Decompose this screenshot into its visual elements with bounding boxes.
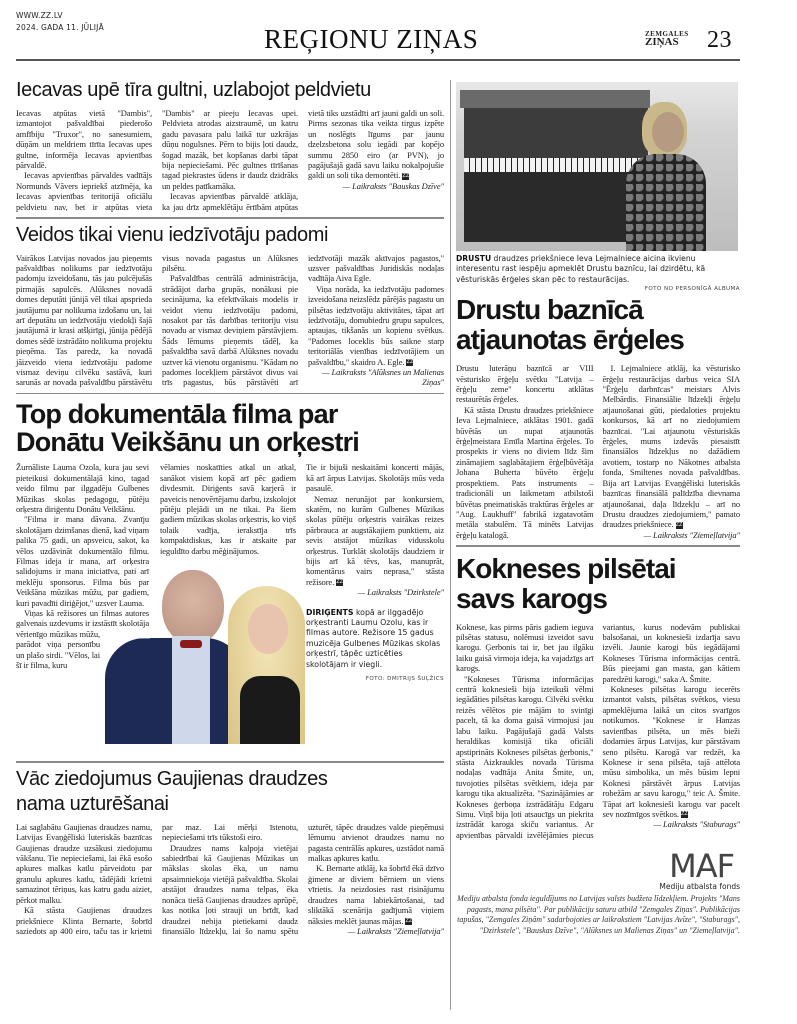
end-mark-icon: ZZ [406, 359, 414, 366]
photo-caption: DIRIĢENTS kopā ar ilggadējo orķestranti Laumu Ozolu, kas ir filmas autore. Režisore 15 gadus muzicēja Gulbenes Mūzikas skolas orķestrī, tāpēc uzticēties skolotājam ir viegli. [306, 607, 441, 669]
divider [16, 761, 444, 763]
header-rule [16, 59, 740, 61]
article-title: Veidos tikai vienu iedzīvotāju padomi [16, 223, 329, 246]
issue-date: 2024. GADA 11. JŪLIJĀ [16, 23, 104, 32]
divider [16, 393, 444, 395]
article-body-iecava: Iecavas atpūtas vietā "Dambis", izmantojot pašvaldībai piederošo amfībiju "Truxor", no sanesumiem, dūņām un meldriem tīrīta Iecavas upes gultne, informēja Iecavas apvienības pārvaldē. Iecavas apvienības pārvaldes vadītājs Normunds Vāvers iepriekš atzīmēja, ka Iecavas apvienības teritorijā oficiālu peldvietu nav, bet ir atpūtas vieta "Dambis" ar pieeju Iecavas upei. Peldvieta atrodas aizstraumē, un katru gadu pavasara palu laikā tur uzkrājas dūņu nogulsnes. Pērn to bijis ļoti daudz, šogad mazāk, bet kopšanas darbi tāpat bija nepieciešami. Pēc gultnes tīrīšanas tagad piekrastes ūdens ir daudz dzidrāks un peldes patīkamāka. Iecavas apvienības pārvaldē atklāja, ka jau drīz apmeklētāju ērtībām atpūtas vietā tiks uzstādīti arī jauni galdi un soli. Pirms sezonas tika veikta tirgus izpēte un noslēgts līgums par jaunu dzelzsbetona solu iegādi par kopējo summu 2850 eiro (ar PVN), jo pagājušajā gadā savu laiku nokalpojušie galdi un soli tika demontēti. ZZ — Laikraksts "Bauskas Dzīve" [16, 108, 444, 212]
maf-name: Mediju atbalsta fonds [659, 882, 740, 892]
article-title: Top dokumentāla filma par Donātu Veikšānu un orķestri [16, 399, 359, 458]
article-body-aluksne: Vairākos Latvijas novados jau pieņemts pašvaldības nolikums par iedzīvotāju padomju izveidošanu, tās jau pulcējušās pirmajās sapulcēs. Alūksnes novadā domes deputāti jūnijā vēl tikai apsprieda jautājumu par nolikuma izdošanu un, lai arī deputātu un iedzīvotāju viedokļi šajā jautājumā ir krasi atšķirīgi, jūnija pēdējā domes sēdē izstrādāto nolikuma projektu pieņēma. Tas paredz, ka novadā jāizveido viena iedzīvotāju padome vismaz deviņu cilvēku sastāvā, kuri sarunās ar novada pašvaldību pārstāvētu visus novada pagastus un Alūksnes pilsētu. Pašvaldības centrālā administrācija, strādājot darba grupās, nonākusi pie secinājuma, ka efektīvākais modelis ir veidot vienu iedzīvotāju padomi, nosakot par tās darbības teritoriju visu novadu ar vismaz deviņiem pārstāvjiem. Šāds lēmums pieņemts tādēļ, ka pašvaldība savā darbā Alūksnes novadu uztver kā vienotu organismu. "Kādam no padomes locekļiem pārstāvot divus vai trīs pagastus, būs pārstāvēti arī iedzīvotāji mazāk aktīvajos pagastos," uzsver pašvaldības Juridiskās nodaļas vadītāja Aiva Egle. Viņa norāda, ka iedzīvotāju padomes izveidošana neizslēdz pārējās pagastu un pilsētas iedzīvotāju aktivitātes, tāpat arī iedzīvotāju, domubiedru grupu sapulces, aptaujas, tikšanās un kopienu svētkus. "Padomes loceklis būs saikne starp teritoriālās vienības iedzīvotājiem un pašvaldību," skaidro A. Egle. ZZ — Laikraksts "Alūksnes un Malienas Ziņas" [16, 252, 444, 388]
article-body-koknese: Koknese, kas pirms pāris gadiem ieguva pilsētas statusu, nolēmusi izveidot savu karogu. Ģerbonis tai ir, bet jau ilgāku laiku gaisā virmoja ideja, ka vajadzīgs arī karogs. "Kokneses Tūrisma informācijas centrā koknesieši bija izteikuši vēlmi iegādāties pilsētas karogu. Cilvēki svētku reizēs vēlētos pie mājām to svinīgi pacelt, tā ka doma gaisā virmojusi jau labu laiku. Pagājušajā gadā Valsts heraldikas komisijā tika oficiāli apstiprināts Kokneses pilsētas ģerbonis," stāsta Aizkraukles novada Tūrisma nodaļas vadītāja Anita Šmite, un, tuvojoties pilsētas svētkiem, ideja par karogu tika aktualizēta. "Sazinājāmies ar Kokneses ģerboņa izstrādātāju Edgaru Simu. Viņš bija ļoti atsaucīgs un piekrita izstrādāt karoga skiču variantus. Ar apvienības pārvaldi izvēlējāmies piecus variantus, kurus nodevām publiskai balsošanai, un koknesieši izdarīja savu izvēli. Jaunie karogi būs iegādājami Kokneses Tūrisma informācijas centrā. Būs pieejami gan masta, gan kātiem paredzēti karogi," saka A. Šmite. Kokneses pilsētas karogu iecerēts izmantot valsts, pilsētas svētkos, viesu apmeklējuma laikā un citos svarīgos notikumos. "Koknese ir Hanzas savienības pilsēta, un mēs bieži dodamies ārpus Latvijas, kur pārstāvam seno pilsētu. Karogā var redzēt, ka Koknese ir sena pilsēta, tajā attēlota mūsu simbolika, un mēs būsim lepni Koknesi pārstāvēt ārpus Latvijas robežām ar savu karogu," teic A. Šmite. Tāpat arī koknesieši karogu var pacelt sev nozīmīgos svētkos. ZZ — Laikraksts "Staburags" [456, 621, 740, 840]
photo-credit: FOTO NO PERSONĪGĀ ALBUMA [644, 286, 740, 293]
article-source: — Laikraksts "Ziemeļlatvija" [347, 925, 444, 936]
article-source: — Laikraksts "Ziemeļlatvija" [643, 529, 740, 540]
article-source: — Laikraksts "Alūksnes un Malienas Ziņas" [322, 367, 444, 388]
divider [16, 217, 444, 219]
maf-block [456, 847, 740, 936]
newspaper-logo: ZEMGALES ZIŅAS [645, 30, 689, 48]
article-source: — Laikraksts "Bauskas Dzīve" [342, 180, 444, 191]
article-body-film-col3: Tie ir bijuši neskaitāmi koncerti mājās, kā arī ārpus Latvijas. Skolotājs mūs veda pasaulē. Nemaz nerunājot par konkursiem, skatēm, no kurām Gulbenes Mūzikas skolas pūtēju orķestris vairākas reizes pārbrauca ar augstākajiem punktiem, aiz sevis atstājot mūzikas vidusskolu orķestrus. Turklāt skolotājs daudziem ir bijis arī kā tēvs, kas, manuprāt, komentārus vairs neprasa," stāsta režisore. ZZ — Laikraksts "Dzirkstele" DIRIĢENTS kopā ar ilggadējo orķestranti Laumu Ozolu, kas ir filmas autore. Režisore 15 gadus muzicēja Gulbenes Mūzikas skolas orķestrī, tāpēc uzticēties skolotājam ir viegli. FOTO: DMITRIJS ŠUĻŽICS [306, 462, 444, 683]
left-column [16, 78, 444, 936]
end-mark-icon: ZZ [405, 918, 413, 925]
article-title: Iecavas upē tīra gultni, uzlabojot peldvietu [16, 79, 371, 101]
right-column [456, 82, 740, 937]
site-url[interactable]: WWW.ZZ.LV [16, 11, 63, 20]
maf-logo: MAF [669, 847, 734, 886]
end-mark-icon: ZZ [680, 811, 688, 818]
section-title: REĢIONU ZIŅAS [264, 24, 479, 54]
article-body-gaujiena: Lai saglabātu Gaujienas draudzes namu, Latvijas Evaņģēliski luteriskās baznīcas Gaujienas draudze uzsākusi ziedojumu vākšanu. Tie nepieciešami, lai ēkā esošo apkures malkas katlu pārveidotu par granulu apkures katlu, tādējādi krietni samazinot tēriņus, kas katru gadu aiziet, pērkot malku. Kā stāsta Gaujienas draudzes priekšniece Klinta Bernarte, šobrīd saziedots ap 400 eiro, taču tas ir krietni par maz. Lai mērķi īstenotu, nepieciešami trīs tūkstoši eiro. Draudzes nams kalpoja vietējai sabiedrībai kā Gaujienas Mūzikas un mākslas skolas ēka, un namu apsaimniekoja vietējā pašvaldība. Skolai atstājot draudzes nama telpas, ēka nonāca tiešā Gaujienas draudzes aprūpē, kas notika ļoti strauji un brīdī, kad draudzei nebija pietiekami daudz finansiālo līdzekļu, lai šo namu spētu uzturēt, tāpēc draudzes valde pieņēmusi lēmumu atvienot draudzes namu no pagasta centrālās apkures, uzstādot namā malkas apkures katlu. K. Bernarte atklāj, ka šobrīd ēkā dzīvo ģimene ar diviem bērniem un viens vīrietis. Ja neizdosies rast risinājumu draudzes nama labiekārtošanai, tad sliktākā scenārija gadījumā viņiem nāksies meklēt jaunas mājas. ZZ — Laikraksts "Ziemeļlatvija" [16, 821, 444, 936]
end-mark-icon: ZZ [675, 521, 683, 528]
article-source: — Laikraksts "Staburags" [653, 819, 740, 830]
photo-caption: DRUSTU draudzes priekšniece Ieva Lejmalniece aicina ikvienu interesentu rast iespēju apmeklēt Drustu baznīcu, lai dzirdētu, kā vēsturiskās ērģeles skan pēc to restaurācijas. [456, 254, 706, 284]
article-title: Vāc ziedojumus Gaujienas draudzes nama uzturēšanai [16, 767, 328, 815]
divider [456, 545, 740, 547]
column-divider [450, 80, 451, 1010]
funding-notice: Mediju atbalsta fonda ieguldījums no Latvijas valsts budžeta līdzekļiem. Projekts "Mans pagasts, mana pilsēta". Par publikāciju saturu atbild "Zemgales Ziņas". Publikācijas tapušas, "Zemgales Ziņām" sadarbojoties ar laikrakstiem "Latvijas Avīze", "Staburags", "Dzirkstele", "Bauskas Dzīve", "Alūksnes un Malienas Ziņas" un "Ziemeļlatvija". [457, 894, 740, 935]
end-mark-icon: ZZ [402, 172, 410, 179]
article-title: Kokneses pilsētai savs karogs [456, 552, 676, 614]
article-film [16, 462, 444, 756]
photo-credit: FOTO: DMITRIJS ŠUĻŽICS [365, 676, 444, 683]
article-body-film-col2: vēlamies noskatīties atkal un atkal, sanākot visiem kopā arī pēc gadiem divdesmit. Diriģents savā karjerā ir paveicis nenovērtējamu darbu, izskolojot pūtēju plejādi un ne tikai. Pa šiem gadiem mūzikas skolas orķestris, ko viņš tolaik vadīja, ierakstīja trīs kompaktdiskus, kas ir atskaite par ieguldīto darbu mēģinājumos. [160, 462, 296, 556]
article-title: Drustu baznīcā atjaunotas ērģeles [456, 294, 684, 356]
organ-photo [456, 82, 738, 251]
article-body-film-col1: Žurnāliste Lauma Ozola, kura jau sevi pieteikusi dokumentālajā kino, tagad veido filmu par ilggadēju Gulbenes Mūzikas skolas pedagogu, pūtēju orķestra diriģentu Donātu Veikšānu. "Filma ir mana dāvana. Zvanīju skolotājam dzimšanas dienā, kad viņam palika 75 gadi, un apsveicu, sakot, ka vēlos uzdāvināt dokumentālo filmu. Filmas ideja ir mana, arī orķestra salidojums ir mana iniciatīva, pati arī meklēju sponsorus. Filma būs par Veikšāna mūzikas mūžu, par gadiem, kuri pavadīti diriģējot," uzsver Lauma. Viņas kā režisores un filmas autores galvenais uzdevums ir izstāstīt skolotāja vērienīgo mūzikas mūžu, parādot viņa personību un plašo sirdi. "Vēlos, lai šī ir filma, kuru [16, 462, 149, 671]
article-body-drustu: Drustu luterāņu baznīcā ar VIII vēsturisko ērģeļu svētku "Latvija – ērģeļu zeme" koncertu atklātas restaurētās ērģeles. Kā stāsta Drustu draudzes priekšniece Ieva Lejmalniece, atklātas 1901. gadā būvētās un nupat atjaunotās ērģeļmeistara Emīla Martina ērģeles. To prospekts ir viens no diviem līdz šim zināmajiem saglabātajiem ērģeļbūvētāja Johana Buherta būvēto ērģeļu prospektiem. Pats instruments – tradicionāli un laikmetam atbilstoši būvētas pneimatiskās traktūras ērģeles ar "Aug. Laukhuff" fabrikā izgatavotām metāla stabulēm. Tā minēts Latvijas ērģeļu katalogā. I. Lejmalniece atklāj, ka vēsturisko ērģeļu restaurācijas darbus veica SIA "Ērģeļu darbnīcas" meistars Alvis Melbārdis. Finansiālie līdzekļi ērģeļu atjaunošanai gūti, piedaloties projektu konkursos, kā arī no ziedojumiem baznīcai. "Lai atjaunotu vēsturiskās ērģeles, mums izdevās piesaistīt finansiālos līdzekļus no dažādiem avotiem, tostarp no Nākotnes atbalsta fonda, Smiltenes novada pašvaldības. Bija arī Latvijas Evaņģēliski luteriskās baznīcas finansiālā palīdzība dievnama atjaunošanai, daļa līdzekļu – arī no Drustu draudzes ziedojumiem," pamato draudzes priekšniece. ZZ — Laikraksts "Ziemeļlatvija" [456, 363, 740, 540]
page-number: 23 [707, 27, 732, 53]
end-mark-icon: ZZ [336, 579, 344, 586]
article-source: — Laikraksts "Dzirkstele" [357, 587, 444, 598]
